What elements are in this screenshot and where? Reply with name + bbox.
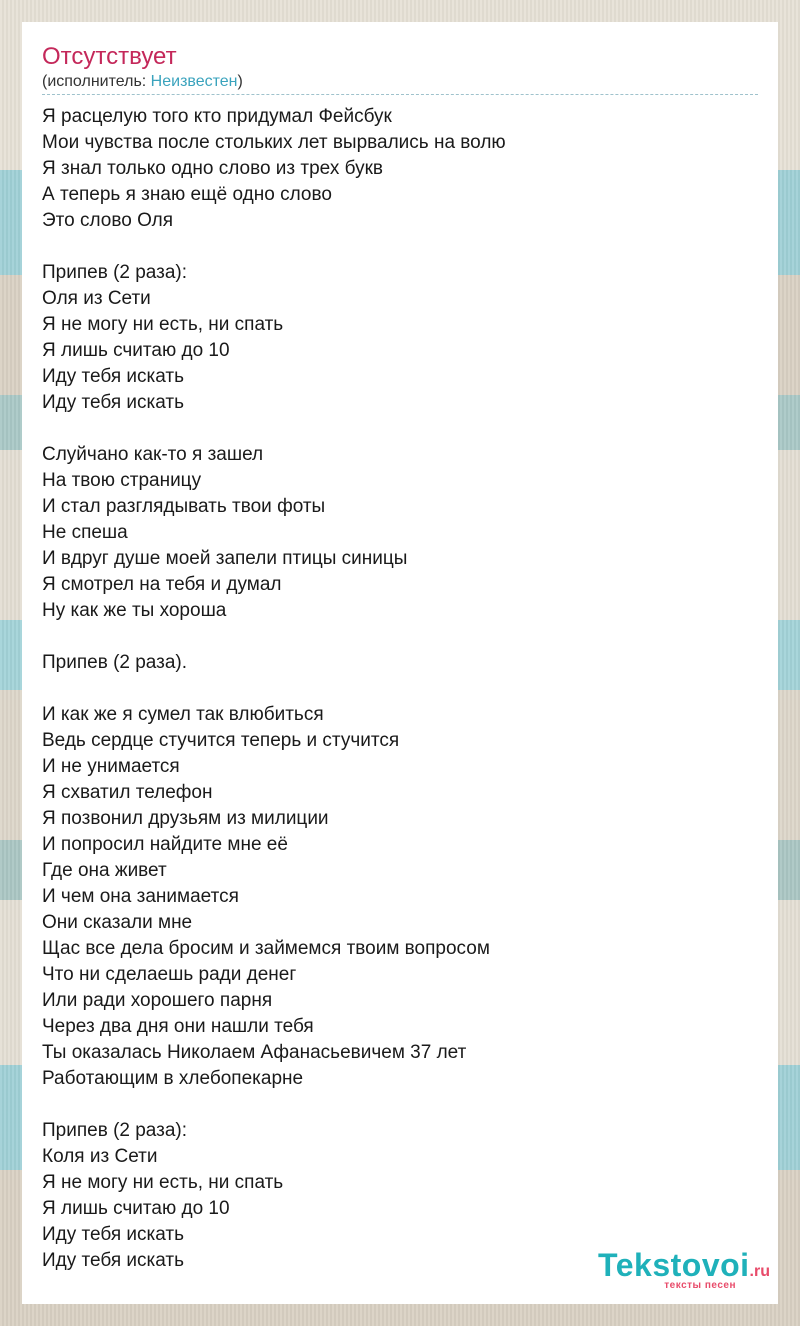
lyric-line: И попросил найдите мне её	[42, 834, 288, 855]
artist-link[interactable]: Неизвестен	[150, 73, 238, 90]
lyric-line: Ведь сердце стучится теперь и стучится	[42, 730, 400, 751]
lyrics-card	[22, 22, 778, 1304]
stanza-gap	[42, 1092, 758, 1118]
lyric-line: Или ради хорошего парня	[42, 990, 273, 1011]
logo-domain: .ru	[749, 1263, 770, 1280]
stanza-gap	[42, 234, 758, 260]
lyric-line: Иду тебя искать	[42, 1224, 184, 1245]
lyric-line: А теперь я знаю ещё одно слово	[42, 184, 332, 205]
lyric-line: И не унимается	[42, 756, 180, 777]
lyric-line: Я расцелую того кто придумал Фейсбук	[42, 106, 392, 127]
lyric-line: Щас все дела бросим и займемся твоим вопросом	[42, 938, 490, 959]
lyric-line: Иду тебя искать	[42, 1250, 184, 1271]
lyric-line: Оля из Сети	[42, 288, 151, 309]
lyric-line: И как же я сумел так влюбиться	[42, 704, 324, 725]
lyric-line: Иду тебя искать	[42, 366, 184, 387]
lyric-line: Где она живет	[42, 860, 167, 881]
lyric-line: Что ни сделаешь ради денег	[42, 964, 297, 985]
stanza-gap	[42, 416, 758, 442]
lyric-line: Я позвонил друзьям из милиции	[42, 808, 329, 829]
lyric-line: Припев (2 раза).	[42, 652, 188, 673]
lyric-line: Слуйчано как-то я зашел	[42, 444, 264, 465]
stanza-gap	[42, 624, 758, 650]
lyric-line: И чем она занимается	[42, 886, 239, 907]
song-title[interactable]: Отсутствует	[42, 43, 177, 70]
lyric-line: Мои чувства после стольких лет вырвались на волю	[42, 132, 506, 153]
lyric-line: Они сказали мне	[42, 912, 193, 933]
logo-tagline: тексты песен	[664, 1280, 736, 1291]
song-header	[42, 42, 758, 95]
lyric-line: И вдруг душе моей запели птицы синицы	[42, 548, 408, 569]
lyrics-body	[42, 104, 758, 1274]
lyric-line: Я знал только одно слово из трех букв	[42, 158, 383, 179]
lyric-line: Я лишь считаю до 10	[42, 1198, 230, 1219]
lyric-line: Не спеша	[42, 522, 128, 543]
lyric-line: Припев (2 раза):	[42, 262, 188, 283]
lyric-line: Коля из Сети	[42, 1146, 158, 1167]
stanza-gap	[42, 676, 758, 702]
lyric-line: Работающим в хлебопекарне	[42, 1068, 304, 1089]
artist-prefix: (исполнитель:	[42, 73, 151, 90]
lyric-line: Это слово Оля	[42, 210, 174, 231]
site-logo[interactable]	[550, 1248, 770, 1296]
lyric-line: Я схватил телефон	[42, 782, 213, 803]
logo-text: Tekstovoi	[598, 1247, 750, 1283]
lyric-line: Я смотрел на тебя и думал	[42, 574, 282, 595]
lyric-line: Я не могу ни есть, ни спать	[42, 314, 284, 335]
artist-line	[42, 72, 758, 95]
lyric-line: Ты оказалась Николаем Афанасьевичем 37 лет	[42, 1042, 467, 1063]
lyric-line: Я не могу ни есть, ни спать	[42, 1172, 284, 1193]
lyric-line: Я лишь считаю до 10	[42, 340, 230, 361]
artist-suffix: )	[237, 73, 243, 90]
lyric-line: На твою страницу	[42, 470, 202, 491]
lyric-line: И стал разглядывать твои фоты	[42, 496, 326, 517]
lyric-line: Через два дня они нашли тебя	[42, 1016, 314, 1037]
lyric-line: Иду тебя искать	[42, 392, 184, 413]
lyric-line: Припев (2 раза):	[42, 1120, 188, 1141]
lyric-line: Ну как же ты хороша	[42, 600, 227, 621]
